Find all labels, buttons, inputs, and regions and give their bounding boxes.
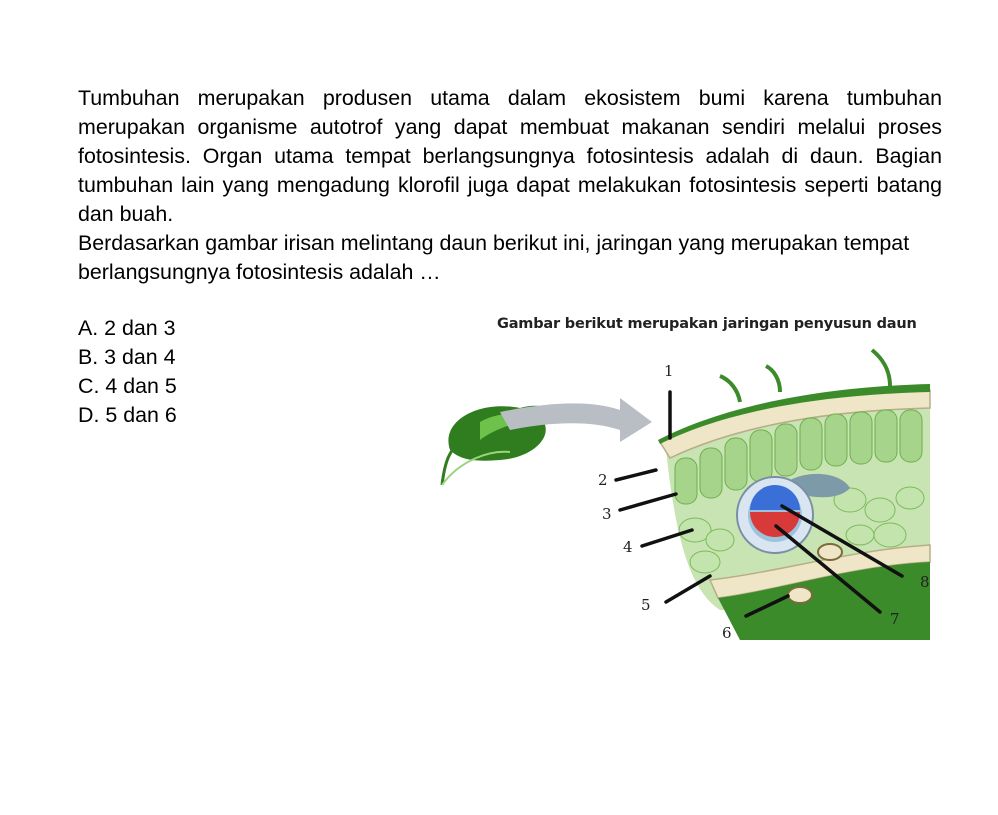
figure-label-4: 4	[623, 538, 633, 556]
option-text: 2 dan 3	[104, 316, 176, 340]
question-paragraph-1: Tumbuhan merupakan produsen utama dalam ekosistem bumi karena tumbuhan merupakan organisme autotrof yang dapat membuat makanan sendiri melalui proses fotosintesis. Organ utama tempat berlangsungnya fotosintesis adalah di daun. Bagian tumbuhan lain yang mengadung klorofil juga dapat melakukan fotosintesis seperti batang dan buah.	[78, 86, 942, 226]
option-d[interactable]	[78, 401, 177, 430]
figure-label-6: 6	[722, 624, 732, 642]
option-text: 5 dan 6	[105, 403, 177, 427]
option-text: 3 dan 4	[104, 345, 176, 369]
leaf-section	[658, 350, 930, 640]
option-b[interactable]	[78, 343, 177, 372]
option-a[interactable]	[78, 314, 177, 343]
answer-options	[78, 314, 177, 430]
option-text: 4 dan 5	[105, 374, 177, 398]
figure-label-2: 2	[598, 471, 608, 489]
option-letter: B.	[78, 345, 99, 369]
option-c[interactable]	[78, 372, 177, 401]
option-letter: C.	[78, 374, 100, 398]
figure-label-5: 5	[641, 596, 651, 614]
question-paragraph-2: Berdasarkan gambar irisan melintang daun berikut ini, jaringan yang merupakan tempat berlangsungnya fotosintesis adalah …	[78, 231, 910, 284]
option-letter: A.	[78, 316, 99, 340]
question-text	[78, 84, 942, 287]
option-letter: D.	[78, 403, 100, 427]
figure-label-8: 8	[920, 573, 930, 591]
figure-label-3: 3	[602, 505, 612, 523]
figure-label-1: 1	[664, 362, 674, 380]
figure-caption: Gambar berikut merupakan jaringan penyusun daun	[497, 316, 917, 332]
leaf-cross-section-figure	[420, 340, 940, 660]
figure-label-7: 7	[890, 610, 900, 628]
leaf-diagram	[420, 340, 940, 660]
